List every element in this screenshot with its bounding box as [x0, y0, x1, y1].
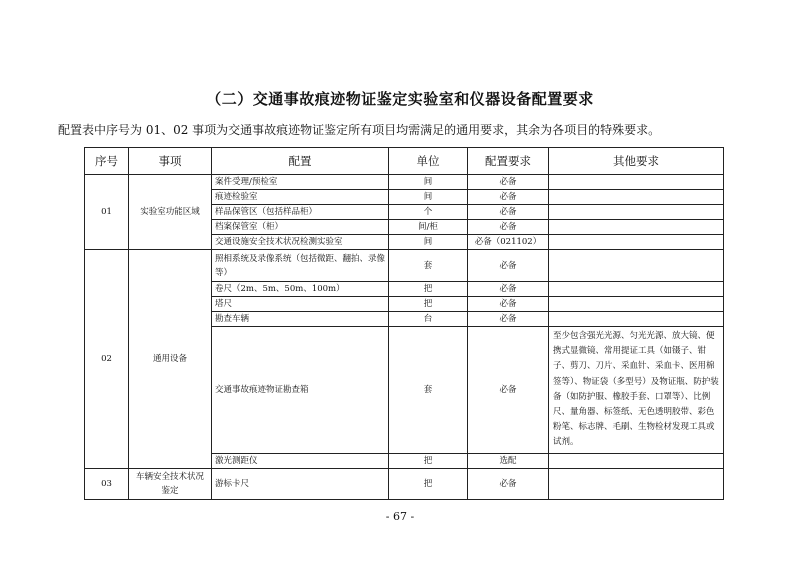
requirement-cell: 必备 [468, 282, 549, 297]
seq-cell: 03 [85, 468, 129, 499]
unit-cell: 个 [389, 205, 468, 220]
unit-cell: 把 [389, 282, 468, 297]
requirement-cell: 选配 [468, 453, 549, 468]
item-cell: 车辆安全技术状况鉴定 [129, 468, 212, 499]
header-requirement: 配置要求 [468, 148, 549, 175]
other-cell [549, 282, 724, 297]
header-other: 其他要求 [549, 148, 724, 175]
other-cell: 至少包含强光光源、匀光光源、放大镜、便携式显微镜、常用提证工具（如镊子、钳子、剪刀、刀片、采血针、采血卡、医用棉签等）、物证袋（多型号）及物证瓶、防护装备（如防护服、橡胶手套、口罩等）、比例尺、量角器、标签纸、无色透明胶带、彩色粉笔、标志牌、毛刷、生物检材发现工具或试剂。 [549, 327, 724, 454]
unit-cell: 间 [389, 190, 468, 205]
section-title: （二）交通事故痕迹物证鉴定实验室和仪器设备配置要求 [206, 90, 594, 108]
seq-cell: 01 [85, 175, 129, 250]
table-row [85, 468, 724, 499]
other-cell [549, 312, 724, 327]
other-cell [549, 453, 724, 468]
other-cell [549, 235, 724, 250]
unit-cell: 把 [389, 297, 468, 312]
requirement-cell: 必备 [468, 175, 549, 190]
header-unit: 单位 [389, 148, 468, 175]
requirement-cell: 必备 [468, 205, 549, 220]
header-config: 配置 [212, 148, 389, 175]
config-cell: 卷尺（2m、5m、50m、100m） [212, 282, 389, 297]
unit-cell: 间/柜 [389, 220, 468, 235]
requirement-cell: 必备 [468, 190, 549, 205]
requirement-cell: 必备 [468, 312, 549, 327]
unit-cell: 间 [389, 175, 468, 190]
other-cell [549, 297, 724, 312]
requirement-cell: 必备（021102） [468, 235, 549, 250]
config-cell: 样品保管区（包括样品柜） [212, 205, 389, 220]
config-cell: 交通设施安全技术状况检测实验室 [212, 235, 389, 250]
other-cell [549, 190, 724, 205]
unit-cell: 把 [389, 453, 468, 468]
unit-cell: 套 [389, 250, 468, 282]
other-cell [549, 250, 724, 282]
config-cell: 交通事故痕迹物证勘查箱 [212, 327, 389, 454]
header-item: 事项 [129, 148, 212, 175]
table-row [85, 175, 724, 190]
other-cell [549, 220, 724, 235]
other-cell [549, 468, 724, 499]
unit-cell: 把 [389, 468, 468, 499]
header-seq: 序号 [85, 148, 129, 175]
unit-cell: 台 [389, 312, 468, 327]
requirement-cell: 必备 [468, 468, 549, 499]
requirement-cell: 必备 [468, 327, 549, 454]
item-cell: 通用设备 [129, 250, 212, 469]
intro-paragraph: 配置表中序号为 01、02 事项为交通事故痕迹物证鉴定所有项目均需满足的通用要求，其余为各项目的特殊要求。 [58, 123, 661, 137]
unit-cell: 套 [389, 327, 468, 454]
config-table [84, 147, 724, 500]
config-cell: 塔尺 [212, 297, 389, 312]
table-row [85, 250, 724, 282]
page-number: - 67 - [385, 510, 415, 523]
config-cell: 痕迹检验室 [212, 190, 389, 205]
config-cell: 游标卡尺 [212, 468, 389, 499]
config-cell: 照相系统及录像系统（包括微距、翻拍、录像等） [212, 250, 389, 282]
unit-cell: 间 [389, 235, 468, 250]
config-cell: 档案保管室（柜） [212, 220, 389, 235]
config-cell: 勘查车辆 [212, 312, 389, 327]
seq-cell: 02 [85, 250, 129, 469]
other-cell [549, 205, 724, 220]
other-cell [549, 175, 724, 190]
table-header-row [85, 148, 724, 175]
requirement-cell: 必备 [468, 220, 549, 235]
item-cell: 实验室功能区域 [129, 175, 212, 250]
config-cell: 案件受理/预检室 [212, 175, 389, 190]
config-cell: 激光测距仪 [212, 453, 389, 468]
requirement-cell: 必备 [468, 250, 549, 282]
requirement-cell: 必备 [468, 297, 549, 312]
